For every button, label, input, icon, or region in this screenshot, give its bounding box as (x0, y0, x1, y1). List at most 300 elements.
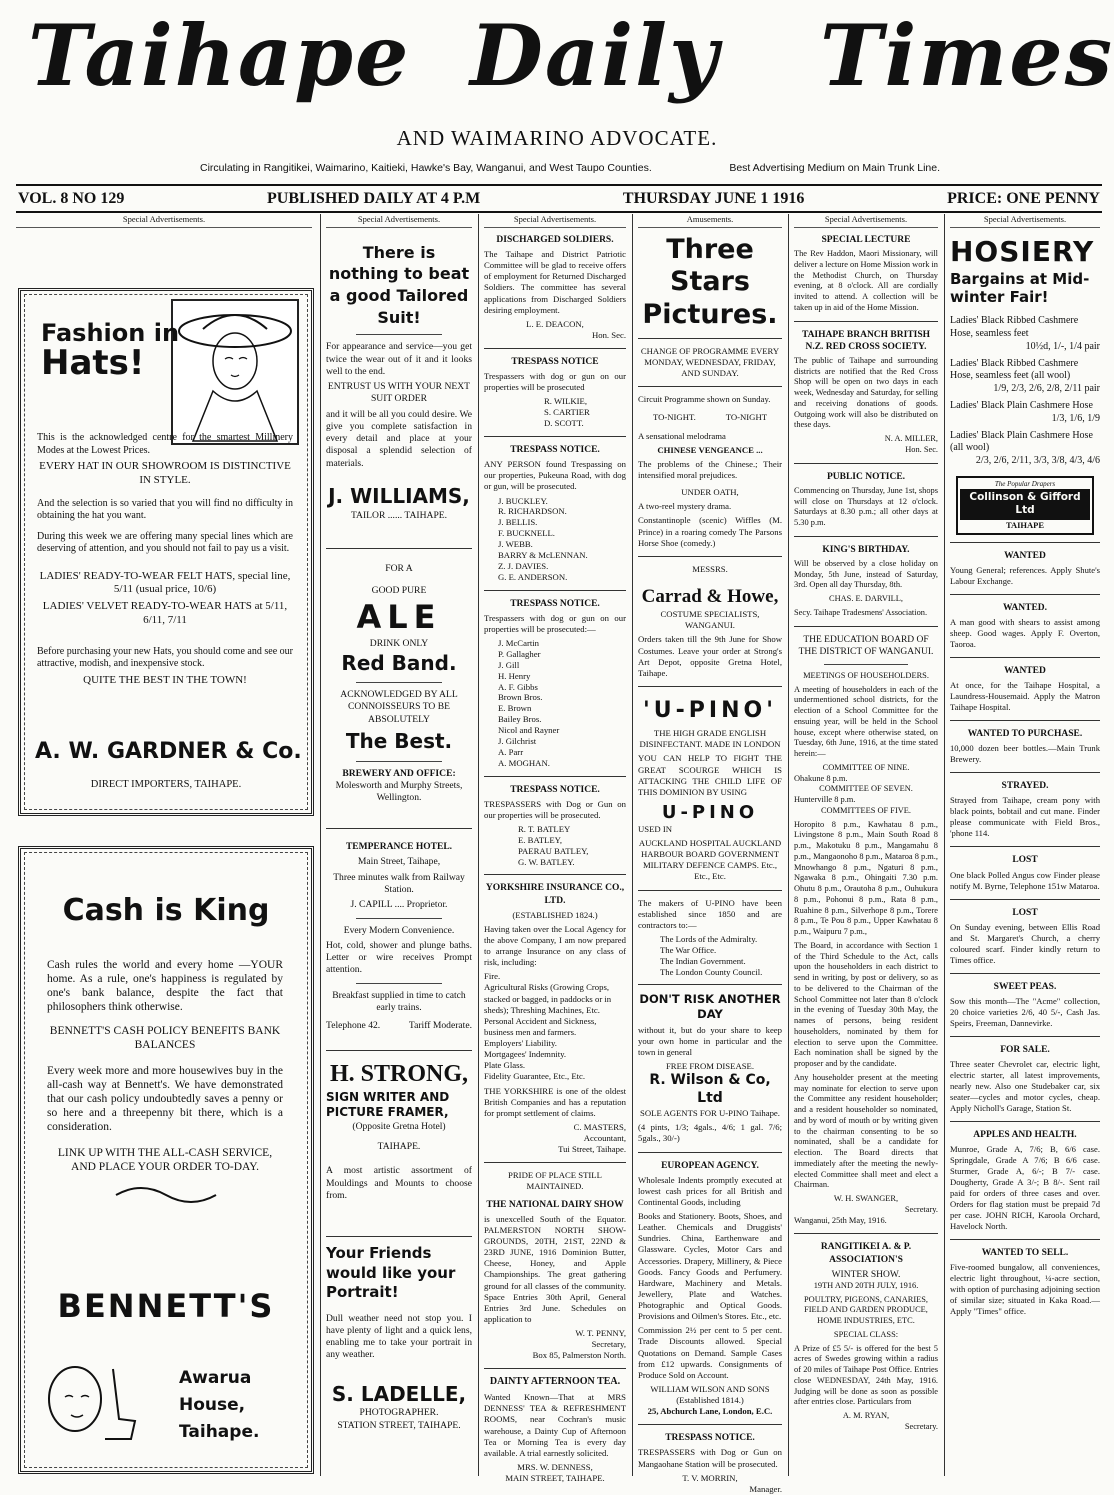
rangitikei-title: RANGITIKEI A. & P. ASSOCIATION'S (820, 1242, 912, 1265)
rule-top (16, 184, 1102, 186)
trespass3-title: TRESPASS NOTICE. (510, 598, 600, 609)
best-medium-text: Best Advertising Medium on Main Trunk Line. (729, 162, 940, 174)
trespass-name: A. MOGHAN. (498, 757, 550, 768)
fashion-p5: LADIES' READY-TO-WEAR FELT HATS, special line, 5/11 (usual price, 10/6) (39, 569, 291, 596)
wanted2-body: A man good with shears to assist among sheep. Good wages. Apply F. Overton, Taoroa. (950, 616, 1100, 649)
insurance-item: Employers' Liability. (484, 1038, 557, 1049)
divider (484, 1368, 626, 1369)
committees-five-body: Horopito 8 p.m., Kawhatau 8 p.m., Livingstone 8 p.m., Main South Road 8 p.m., Makotuku 8 p.m., Mangamahu 8 p.m., Mangaonoho 8 p.m., Mataroa 8 p.m., Mnowhango 8 p.m., Ngaturi 8 p.m., Ngawaka 8 p.m., Ohingaiti 7.30 p.m. Ohutu 8 p.m., Orautoha 8 p.m., Ouhukura 8 p.m., Pohonui 8 p.m., Rata 8 p.m., Ruahine 8 p.m., Silverhope 8 p.m., Torere 8 p.m., Te Pou 8 p.m., Upper Kawhatau 8 p.m., Waipuru 7 p.m., (794, 819, 938, 937)
divider (484, 436, 626, 437)
fashion-p2: EVERY HAT IN OUR SHOWROOM IS DISTINCTIVE IN STYLE. (39, 460, 291, 486)
hosiery-price: 2/3, 2/6, 2/11, 3/3, 3/8, 4/3, 4/6 (975, 455, 1100, 467)
trespass-name: D. SCOTT. (544, 418, 584, 429)
collinson-name: Collinson & Gifford Ltd (960, 489, 1090, 520)
fashion-p8: QUITE THE BEST IN THE TOWN! (83, 673, 247, 686)
tea-body: Wanted Known—That at MRS DENNESS' TEA & REFRESHMENT ROOMS, near Cochran's music warehouse, a Dainty Cup of Afternoon Tea or Morning Tea is every day available. A trial earnestly solicited. (484, 1392, 626, 1458)
fashion-body (37, 429, 293, 690)
hotel-footer (326, 1020, 472, 1032)
upino-title: 'U-PINO' (643, 697, 777, 723)
lady-in-hat-illustration (171, 299, 299, 445)
insurance-item: Mortgagees' Indemnity. (484, 1049, 567, 1060)
red-cross-title: TAIHAPE BRANCH BRITISH N.Z. RED CROSS SOCIETY. (801, 329, 931, 352)
hosiery-item: Ladies' Black Ribbed Cashmere Hose, seamless feet (950, 315, 1079, 339)
strayed-title: STRAYED. (1001, 781, 1049, 792)
insurance-item: Fidelity Guarantee, Etc., Etc. (484, 1071, 586, 1082)
divider (356, 334, 442, 335)
divider (484, 1162, 626, 1163)
education-sign2: Secretary. (904, 1204, 938, 1214)
hotel-breakfast: Breakfast supplied in time to catch early trains. (332, 989, 466, 1013)
programme-change: CHANGE OF PROGRAMME EVERY MONDAY, WEDNESDAY, FRIDAY, AND SUNDAY. (640, 346, 780, 379)
rule-bottom (16, 211, 1102, 213)
trespass4-body: TRESPASSERS with Dog or Gun on our properties will be prosecuted. (484, 798, 626, 820)
divider (326, 1236, 472, 1237)
ladelle-trade: PHOTOGRAPHER. (359, 1407, 439, 1419)
divider (950, 720, 1100, 721)
rangitikei-sign1: A. M. RYAN, (842, 1411, 890, 1421)
insurance-item: Fire. (484, 971, 501, 982)
insurance-list (484, 971, 626, 1082)
hotel-street: Main Street, Taihape, (357, 856, 441, 868)
insurance-sign3: Tui Street, Taihape. (558, 1144, 626, 1155)
divider (950, 973, 1100, 974)
trespass-name: R. WILKIE, (544, 396, 588, 407)
divider (950, 657, 1100, 658)
european-agency-title: EUROPEAN AGENCY. (661, 1160, 759, 1171)
cash-p3: Every week more and more housewives buy in the all-cash way at Bennett's. We have demonstrated that our cash policy undoubtedly saves a penny or so here and a threepenny bit there, which is a consideration. (47, 1065, 283, 1134)
euro-est: (Established 1814.) (676, 1395, 744, 1406)
ale-line1: FOR A (385, 562, 413, 574)
upino-fight: YOU CAN HELP TO FIGHT THE GREAT SCOURGE WHICH IS ATTACKING THE CHILD LIFE OF THIS DOMINION BY USING (638, 753, 782, 797)
bargains-title: Bargains at Mid-winter Fair! (950, 269, 1090, 307)
committee-seven: COMMITTEE OF SEVEN. (819, 784, 913, 794)
divider (950, 1239, 1100, 1240)
education-title: THE EDUCATION BOARD OF THE DISTRICT OF WANGANUI. (798, 634, 934, 657)
rangitikei-body2: A Prize of £5 5/- is offered for the best 5 acres of Swedes growing within a radius of 20 miles of Taihape Post Office. Entries close WEDNESDAY, 24th May, 1916. Judging will be done as soon as possible after entries close. Particulars from (794, 1343, 938, 1407)
published-text: PUBLISHED DAILY AT 4 P.M (267, 190, 481, 207)
wanted3-body: At once, for the Taihape Hospital, a Laundress-Housemaid. Apply the Matron Taihape Hospital. (950, 680, 1100, 713)
portrait-body: Dull weather need not stop you. I have plenty of light and a quick lens, enabling me to take your portrait in any weather. (326, 1312, 472, 1361)
divider (950, 542, 1100, 543)
strayed-body: Strayed from Taihape, cream pony with black points, bobtail and cut mane. Finder please communicate with Field Bros., 'phone 114. (950, 795, 1100, 839)
rangitikei-sign2: Secretary. (904, 1421, 938, 1431)
melodrama-line: A sensational melodrama (638, 430, 726, 441)
column-header: Amusements. (638, 214, 782, 228)
red-cross-sign2: Hon. Sec. (905, 444, 938, 454)
carrad-body: Orders taken till the 9th June for Show Costumes. Leave your order at Strong's Art Depot, opposite Gretna Hotel, Taihape. (638, 634, 782, 678)
bennetts-name: BENNETT'S (57, 1287, 275, 1325)
strong-name: H. STRONG, (329, 1061, 469, 1088)
divider (794, 536, 938, 537)
column-header: Special Advertisements. (794, 214, 938, 228)
divider (824, 664, 908, 665)
cash-is-king-title: Cash is King (62, 893, 270, 928)
cash-p4: LINK UP WITH THE ALL-CASH SERVICE, AND PLACE YOUR ORDER TO-DAY. (57, 1147, 273, 1174)
insurance-item: Plate Glass. (484, 1060, 526, 1071)
committee-nine: COMMITTEE OF NINE. (822, 762, 910, 772)
column-header: Special Advertisements. (16, 214, 312, 228)
trespass-name: S. CARTIER (544, 407, 590, 418)
rangitikei-sub: WINTER SHOW. (831, 1269, 901, 1280)
hosiery-item: Ladies' Black Plain Cashmere Hose (950, 399, 1093, 411)
wanted2-title: WANTED. (1002, 602, 1048, 613)
fashion-p4: During this week we are offering many special lines which are deserving of attention, and you should not fail to pay us a visit. (37, 530, 293, 554)
upino-makers: The makers of U-PINO have been established since 1850 and are contractors to:— (638, 897, 782, 930)
insurance-item: Personal Accident and Sickness, business men and farmers. (484, 1015, 597, 1037)
divider (326, 1050, 472, 1051)
divider (950, 846, 1100, 847)
hotel-tariff: Tariff Moderate. (408, 1020, 472, 1032)
trespass-name: J. WEBB. (498, 539, 533, 550)
committee-nine-body: Ohakune 8 p.m. (794, 773, 848, 783)
trespass3-body: Trespassers with dog or gun on our properties will be prosecuted:— (484, 612, 626, 634)
education-body: A meeting of householders in each of the undermentioned school districts, for the election of a School Committee for the ensuing year, will be held in the School house, except where otherwise stated, on Tuesday, 6th June, 1916, at the time stated herein:— (794, 684, 938, 759)
divider (950, 899, 1100, 900)
trespass-name: E. Brown (498, 703, 532, 714)
trespass1-title: TRESPASS NOTICE (511, 357, 599, 368)
education-body3: Any householder present at the meeting may nominate for election to serve upon the Committee any resident householder; and a resident householder so nominated, and by word of mouth or by writing given to the chairman consenting to be so nominated, shall be a candidate for election. The Board directs that immediately after the meeting the newly-elected Committee shall meet and elect a Chairman. (794, 1072, 938, 1190)
lost2-body: On Sunday evening, between Ellis Road and St. Margaret's Church, a cherry coloured scarf. Finder kindly return to Times office. (950, 921, 1100, 965)
divider (794, 626, 938, 627)
ale-title: ALE (356, 598, 442, 637)
dairy-sign1: W. T. PENNY, (575, 1328, 626, 1338)
trespass4-title: TRESPASS NOTICE. (510, 784, 600, 795)
wanted-sell-title: WANTED TO SELL. (981, 1248, 1069, 1259)
insurance-body2: THE YORKSHIRE is one of the oldest British Companies and has a reputation for prompt settlement of claims. (484, 1085, 626, 1118)
rangitikei-body: POULTRY, PIGEONS, CANARIES, FIELD AND GARDEN PRODUCE, HOME INDUSTRIES, ETC. (803, 1294, 929, 1326)
dairy-title: THE NATIONAL DAIRY SHOW (486, 1199, 624, 1210)
wanted-purchase-title: WANTED TO PURCHASE. (967, 729, 1083, 740)
divider (326, 548, 472, 549)
red-band: Red Band. (341, 650, 457, 675)
column-rule (944, 214, 945, 1476)
trespass5-sign2: Manager. (749, 1483, 782, 1494)
committee-seven-body: Hunterville 8 p.m. (794, 795, 856, 805)
hosiery-item: Ladies' Black Plain Cashmere Hose (all wool) (950, 429, 1093, 454)
fashion-p3: And the selection is so varied that you will find no difficulty in obtaining the hat you want. (37, 497, 293, 521)
trespass2-names (498, 496, 626, 583)
discharged-sign2: Hon. Sec. (591, 329, 626, 340)
euro-firm: WILLIAM WILSON AND SONS (650, 1383, 770, 1394)
trespass-name: E. BATLEY, (518, 834, 562, 845)
trespass-name: G. E. ANDERSON. (498, 571, 568, 582)
ale-line4: DRINK ONLY (369, 638, 429, 650)
ale-line2: GOOD PURE (371, 585, 427, 597)
divider (950, 1036, 1100, 1037)
fashion-title (41, 321, 179, 382)
column-2 (326, 214, 472, 1476)
discharged-sign1: L. E. DEACON, (526, 318, 584, 329)
hosiery-item: Ladies' Black Ribbed Cashmere Hose, seamless feet (all wool) (950, 357, 1079, 382)
trespass-name: A. Parr (498, 746, 524, 757)
free-from-disease: FREE FROM DISEASE. (665, 1061, 755, 1072)
hotel-baths: Hot, cold, shower and plunge baths. Letter or wire receives Prompt attention. (326, 939, 472, 976)
tailor-sub: TAILOR ...... TAIHAPE. (350, 509, 448, 521)
divider (950, 594, 1100, 595)
wanted3-title: WANTED (1004, 665, 1046, 676)
column-header: Special Advertisements. (484, 214, 626, 228)
apples-body: Munroe, Grade A, 7/6; B, 6/6 case. Springdale, Grade A 7/6; B 6/6 case. Sturmer, Grade A, 6/-; B 7/- case. Dougherty, Grade A 3/-; B 8/-. Sent rail paid for orders of three cases and over. Orders for flag station must be prepaid 7d per case. JOHN RICH, Karoola Orchard, Havelock North. (950, 1144, 1100, 1232)
hosiery-title: HOSIERY (950, 234, 1095, 268)
fashion-p7: Before purchasing your new Hats, you should come and see our attractive, modish, and inexpensive stock. (37, 645, 293, 669)
for-sale-body: Three seater Chevrolet car, electric light, electric starter, all latest improvements, nearly new. Also one Studebaker car, six seater—cycles and motor cycles, cheap. Apply Nicholl's Garage, Station St. (950, 1059, 1100, 1114)
portrait-headline: Your Friends would like your Portrait! (326, 1244, 456, 1302)
messrs: MESSRS. (692, 563, 728, 574)
trespass-name: H. Henry (498, 670, 531, 681)
column-5 (794, 214, 938, 1476)
lecture-body: The Rev Haddon, Maori Missionary, will deliver a lecture on Home Mission work in the Methodist Church, on Thursday evening, at 8 o'clock. All are cordially invited to attend. A collection will be taken up in aid of the Home Mission. (794, 249, 938, 312)
trespass-name: A. F. Gibbs (498, 681, 538, 692)
divider (356, 983, 442, 984)
chinese-sub: The problems of the Chinese.; Their intensified moral prejudices. (638, 458, 782, 481)
dont-risk-body: without it, but do your share to keep your own home in particular and the town in general (638, 1024, 782, 1058)
issue-date: THURSDAY JUNE 1 1916 (622, 190, 805, 207)
strong-town: TAIHAPE. (377, 1141, 421, 1153)
strong-trade: SIGN WRITER AND PICTURE FRAMER, (326, 1090, 450, 1120)
upino-used-in: USED IN (638, 823, 673, 834)
trespass5-title: TRESPASS NOTICE. (665, 1433, 755, 1444)
ladelle-name: S. LADELLE, (331, 1381, 467, 1406)
trespass-name: F. BUCKNELL. (498, 528, 555, 539)
wilson-name: R. Wilson & Co, Ltd (649, 1072, 771, 1107)
gardner-hats-ad (18, 288, 314, 816)
divider (356, 918, 442, 919)
awarua-line2: Taihape. (179, 1422, 260, 1443)
dont-risk: DON'T RISK ANOTHER DAY (639, 992, 781, 1022)
volume-number: VOL. 8 NO 129 (18, 190, 125, 207)
trespass-name: R. T. BATLEY (518, 823, 571, 834)
column-header: Special Advertisements. (326, 214, 472, 228)
lost2-title: LOST (1012, 907, 1038, 918)
trespass-name: J. Gilchrist (498, 735, 537, 746)
collinson-gifford-logo (956, 476, 1094, 535)
wilson-agents: SOLE AGENTS FOR U-PINO Taihape. (640, 1108, 780, 1119)
ornament (21, 1185, 311, 1209)
trespass-name: Nicol and Rayner (498, 725, 560, 735)
trespass-name: J. BUCKLEY. (498, 495, 548, 506)
euro-p3: Commission 2½ per cent to 5 per cent. Trade Discounts allowed. Special Quotations on Demand. Sample Cases from £12 upwards. Consignments of Produce Sold on Account. (638, 1325, 782, 1380)
trespass-name: R. RICHARDSON. (498, 506, 567, 517)
wanted-sell-body: Five-roomed bungalow, all conveniences, electric light throughout, ¼-acre section, with option of purchasing adjoining section of similar size; situated in Kaka Road.—Apply "Times" office. (950, 1262, 1100, 1317)
trespass-name: Z. J. DAVIES. (498, 560, 549, 571)
trespass-name: Bailey Bros. (498, 714, 542, 725)
column-header: Special Advertisements. (950, 214, 1100, 228)
hosiery-price: 1/9, 2/3, 2/6, 2/8, 2/11 pair (993, 383, 1100, 395)
discharged-body: The Taihape and District Patriotic Committee will be glad to receive offers of employment for Returned Discharged Soldiers. The committee has several applications from Discharged Soldiers desiring employment. (484, 249, 626, 315)
upino-title-2: U-PINO (661, 801, 759, 823)
rangitikei-class: SPECIAL CLASS: (833, 1329, 899, 1339)
tea-sign1: MRS. W. DENNESS, (517, 1461, 593, 1472)
wanted1-body: Young General; references. Apply Shute's Labour Exchange. (950, 564, 1100, 586)
education-sign3: Wanganui, 25th May, 1916. (794, 1215, 887, 1225)
wanted1-title: WANTED (1004, 550, 1046, 561)
trespass2-title: TRESPASS NOTICE. (510, 445, 600, 456)
divider (638, 984, 782, 985)
tailor-p3: and it will be all you could desire. We give you complete satisfaction in every detail and place at your disposal a splendid selection of materials. (326, 408, 472, 469)
divider (484, 590, 626, 591)
trespass-name: Brown Bros. (498, 692, 543, 703)
cash-body (47, 955, 283, 1177)
ladelle-address: STATION STREET, TAIHAPE. (337, 1419, 461, 1431)
column-rule (320, 214, 321, 1476)
trespass4-names (518, 824, 626, 868)
other-films: Constantinople (scenic) Wiffles (M. Prince) in a roaring comedy The Parsons Horse Shoe (comedy.) (638, 515, 782, 548)
divider (950, 772, 1100, 773)
euro-address: 25, Abchurch Lane, London, E.C. (647, 1406, 773, 1417)
column-rule (478, 214, 479, 1476)
trespass-name: J. McCartin (498, 638, 540, 648)
dairy-sign2: Secretary, (591, 1339, 626, 1350)
collinson-town: TAIHAPE (1005, 519, 1045, 530)
wilson-prices: (4 pints, 1/3; 4gals., 4/6; 1 gal. 7/6; 5gals., 30/-) (638, 1122, 782, 1144)
fashion-title-line1: Fashion in (41, 319, 180, 347)
trespass5-sign1: T. V. MORRIN, (682, 1472, 738, 1483)
cash-p1: Cash rules the world and every home —YOUR home. As a rule, one's happiness is regulated by one's bank balance, despite the fact that philosophers think otherwise. (47, 959, 283, 1014)
lecture-title: SPECIAL LECTURE (821, 234, 911, 245)
contractor: The Indian Government. (660, 955, 746, 966)
divider (794, 321, 938, 322)
column-rule (788, 214, 789, 1476)
trespass1-body: Trespassers with dog or gun on our properties will be prosecuted (484, 371, 626, 393)
insurance-item: Agricultural Risks (Growing Crops, stacked or bagged, in paddocks or in sheds); Threshing Machines, Etc. (484, 982, 612, 1015)
red-cross-body: The public of Taihape and surrounding districts are notified that the Red Cross Shop will be open on two days in each week, Wednesday and Saturday, for selling and receiving donations of goods. Outgoing work will also be distributed on these days. (794, 355, 938, 430)
dairy-body: is unexcelled South of the Equator. PALMERSTON NORTH SHOW-GROUNDS, 20TH, 21ST, 22ND & 23RD JUNE, 1916 Dominion Butter, Cheese, Honey, and Apple Championships. The great gathering ground for all classes of the community. Space Entries 30th April, General Entries 3rd June. Schedules on application to (484, 1213, 626, 1324)
sweet-peas-body: Sow this month—The "Acme" collection, 20 choice varieties 2/6, 40 5/-, Cash Jas. Speirs, Freeman, Dannevirke. (950, 995, 1100, 1028)
gardner-firm-name: A. W. GARDNER & Co. (35, 739, 302, 764)
masthead (0, 0, 1114, 160)
circuit-programme: Circuit Programme shown on Sunday. (638, 394, 771, 405)
committees-five: COMMITTEES OF FIVE. (820, 805, 912, 815)
kings-birthday-body: Will be observed by a close holiday on Monday, 5th June, instead of Saturday, 3rd. Open all day Thursday, 8th. (794, 558, 938, 590)
masthead-word-daily: Daily (470, 6, 720, 105)
dairy-sign3: Box 85, Palmerston North. (532, 1350, 626, 1361)
divider (794, 463, 938, 464)
public-notice-title: PUBLIC NOTICE. (826, 471, 906, 482)
strong-opposite: (Opposite Gretna Hotel) (352, 1120, 446, 1132)
tea-title: DAINTY AFTERNOON TEA. (489, 1376, 621, 1388)
divider (638, 686, 782, 687)
upino-used-list: AUCKLAND HOSPITAL AUCKLAND HARBOUR BOARD GOVERNMENT MILITARY DEFENCE CAMPS. Etc., Etc., Etc. (638, 838, 782, 882)
public-notice-body: Commencing on Thursday, June 1st, shops will close on Thursdays at 12 o'clock. Saturdays at 8.30 p.m.; all other days at 5.30 p.m. (794, 485, 938, 527)
column-3 (484, 214, 626, 1484)
euro-p1: Wholesale Indents promptly executed at lowest cash prices for all British and Continental Goods, including (638, 1174, 782, 1207)
tonight-1: TO-NIGHT. (652, 411, 696, 422)
column-6 (950, 214, 1100, 1476)
divider (638, 890, 782, 891)
tailor-headline: There is nothing to beat a good Tailored Suit! (328, 242, 470, 327)
awarua-address (179, 1365, 311, 1447)
circulation-line (200, 162, 940, 174)
trespass5-body: TRESPASSERS with Dog or Gun on Mangaohane Station will be prosecuted. (638, 1447, 782, 1469)
carrad-howe: Carrad & Howe, (641, 585, 779, 607)
info-bar (18, 188, 1100, 210)
divider (950, 1121, 1100, 1122)
fashion-title-line2: Hats! (41, 343, 145, 384)
insurance-body: Having taken over the Local Agency for the above Company, I am now prepared to arrange Insurance on any class of risk, including: (484, 923, 626, 968)
pointing-man-illustration (35, 1349, 155, 1459)
hosiery-list (950, 315, 1100, 468)
education-sign1: W. H. SWANGER, (833, 1194, 899, 1204)
cash-p2: BENNETT'S CASH POLICY BENEFITS BANK BALANCES (49, 1025, 281, 1052)
column-rule (632, 214, 633, 1476)
masthead-word-times: Times (820, 6, 1114, 105)
red-cross-sign1: N. A. MILLER, (884, 434, 938, 444)
price-text: PRICE: ONE PENNY (947, 190, 1100, 207)
trespass-name: PAERAU BATLEY, (518, 845, 589, 856)
strong-body: A most artistic assortment of Mouldings and Mounts to choose from. (326, 1165, 472, 1201)
kings-birthday-sign1: CHAS. E. DARVILL, (828, 594, 903, 604)
tonight-2: TO-NIGHT (725, 411, 768, 422)
divider (638, 556, 782, 557)
kings-birthday-sign2: Secy. Taihape Tradesmens' Association. (794, 607, 928, 617)
tailor-name: J. WILLIAMS, (328, 483, 470, 508)
fashion-p6: LADIES' VELVET READY-TO-WEAR HATS at 5/11, 6/11, 7/11 (42, 600, 288, 626)
the-best: The Best. (345, 728, 453, 753)
hotel-walk: Three minutes walk from Railway Station. (333, 871, 465, 895)
pride-of-place: PRIDE OF PLACE STILL MAINTAINED. (508, 1170, 602, 1192)
insurance-est: (ESTABLISHED 1824.) (512, 909, 598, 920)
divider (326, 828, 472, 829)
trespass1-names (544, 396, 626, 429)
divider (356, 682, 442, 683)
divider (638, 1424, 782, 1425)
wanted-purchase-body: 10,000 dozen beer bottles.—Main Trunk Brewery. (950, 743, 1100, 765)
lost1-body: One black Polled Angus cow Finder please notify M. Byrne, Telephone 151w Mataroa. (950, 869, 1100, 891)
tonight-row (638, 412, 782, 423)
awarua-line1: Awarua House, (179, 1368, 252, 1416)
brewery-address: Molesworth and Murphy Streets, Wellington. (335, 779, 463, 804)
under-oath: UNDER OATH, (681, 487, 739, 498)
lost1-title: LOST (1012, 855, 1038, 866)
trespass-name: J. BELLIS. (498, 517, 538, 528)
three-stars-title: Three Stars Pictures. (642, 233, 778, 330)
collinson-tagline: The Popular Drapers (994, 479, 1056, 488)
carrad-specialists: COSTUME SPECIALISTS, WANGANUI. (660, 609, 760, 631)
trespass3-names (498, 638, 626, 769)
education-body2: The Board, in accordance with Section 1 of the Third Schedule to the Act, calls upon the householders in each district to send in writing, by post or delivery, so as to be delivered to the Chairman of the School Committee not later than 8 o'clock in the evening of Tuesday 30th May, the names of persons, being resident householders, nominated by them for election to serve upon the Committee. Each nomination shall be signed by the proposer and by the candidate. (794, 940, 938, 1069)
sweet-peas-title: SWEET PEAS. (993, 981, 1057, 992)
bennetts-cash-ad (18, 846, 314, 1474)
tea-sign2: MAIN STREET, TAIHAPE. (505, 1473, 605, 1484)
ale-line6: ACKNOWLEDGED BY ALL CONNOISSEURS TO BE ABSOLUTELY (340, 689, 458, 725)
chinese-vengeance: CHINESE VENGEANCE ... (657, 444, 763, 455)
euro-p2: Books and Stationery. Boots, Shoes, and Leather. Chemicals and Druggists' Sundries. China, Earthenware and Glassware. Cycles, Motor Cars and Accessories. Drapery, Millinery, & Piece Goods. Fancy Goods and Perfumery. Hardware, Machinery and Metals. Jewellery, Plate and Watches. Photographic and Optical Goods. Provisions and Oilmen's Stores. Etc., etc. (638, 1211, 782, 1322)
trespass-name: P. Gallagher (498, 648, 541, 659)
education-sub: MEETINGS OF HOUSEHOLDERS. (803, 670, 929, 680)
contractor: The London County Council. (660, 966, 763, 977)
discharged-title: DISCHARGED SOLDIERS. (496, 234, 614, 245)
divider (638, 386, 782, 387)
insurance-sign1: C. MASTERS, (573, 1121, 626, 1132)
divider (484, 776, 626, 777)
hosiery-price: 10½d, 1/-, 1/4 pair (1025, 340, 1100, 352)
divider (638, 1152, 782, 1153)
gardner-firm-sub: DIRECT IMPORTERS, TAIHAPE. (90, 779, 242, 790)
rangitikei-date: 19TH AND 20TH JULY, 1916. (813, 1280, 919, 1290)
hosiery-price: 1/3, 1/6, 1/9 (1051, 412, 1100, 424)
upino-subtitle: THE HIGH GRADE ENGLISH DISINFECTANT. MADE IN LONDON (639, 728, 781, 750)
brewery-label: BREWERY AND OFFICE: (342, 767, 456, 779)
upino-contractors (660, 934, 782, 978)
hotel-convenience: Every Modern Convenience. (343, 924, 455, 936)
divider (356, 761, 442, 762)
apples-title: APPLES AND HEALTH. (973, 1130, 1077, 1141)
contractor: The War Office. (660, 944, 717, 955)
divider (484, 874, 626, 875)
trespass-name: G. W. BATLEY. (518, 856, 575, 867)
trespass-name: J. Gill (498, 659, 520, 670)
masthead-subtitle: AND WAIMARINO ADVOCATE. (396, 126, 718, 150)
